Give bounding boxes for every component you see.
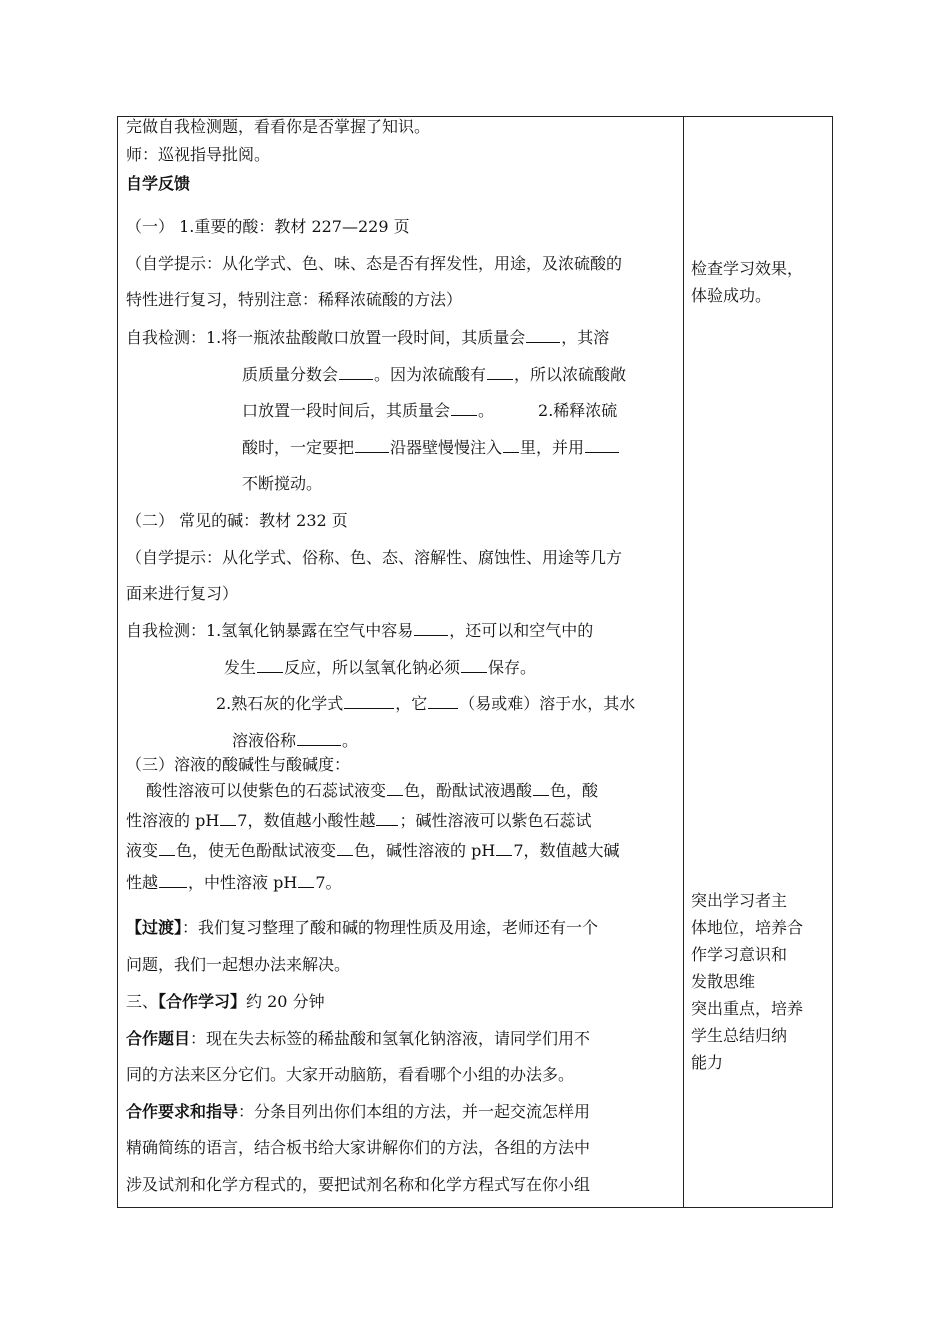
blank[interactable] bbox=[337, 841, 353, 856]
blank[interactable] bbox=[298, 873, 314, 888]
blank[interactable] bbox=[585, 438, 619, 453]
section-3-line-1: 酸性溶液可以使紫色的石蕊试液变 色，酚酞试液遇酸 色，酸 bbox=[146, 781, 599, 800]
coop-heading: 三、【合作学习】约 20 分钟 bbox=[126, 992, 325, 1011]
transition-line-1: 【过渡】：我们复习整理了酸和碱的物理性质及用途，老师还有一个 bbox=[126, 918, 599, 937]
section-2-q1: 自我检测：1.氢氧化钠暴露在空气中容易 ，还可以和空气中的 bbox=[126, 621, 594, 640]
side-note-2 bbox=[691, 887, 831, 1076]
intro-line-2: 师：巡视指导批阅。 bbox=[126, 145, 271, 164]
blank[interactable] bbox=[344, 694, 394, 709]
side-note-line: 作学习意识和 bbox=[691, 945, 788, 964]
blank[interactable] bbox=[428, 694, 458, 709]
blank[interactable] bbox=[355, 438, 389, 453]
section-1-q5: 不断搅动。 bbox=[242, 474, 323, 493]
section-1-hint-1: （自学提示：从化学式、色、味、态是否有挥发性，用途，及浓硫酸的 bbox=[126, 254, 623, 273]
blank[interactable] bbox=[533, 781, 549, 796]
blank[interactable] bbox=[414, 621, 448, 636]
blank[interactable] bbox=[376, 811, 398, 826]
section-3-title: （三）溶液的酸碱性与酸碱度： bbox=[126, 755, 351, 774]
blank[interactable] bbox=[339, 365, 373, 380]
section-2-title: （二） 常见的碱：教材 232 页 bbox=[126, 511, 348, 530]
lesson-table bbox=[117, 116, 833, 1208]
coop-req-line-2: 精确简练的语言，结合板书给大家讲解你们的方法，各组的方法中 bbox=[126, 1138, 591, 1157]
section-3-line-4: 性越 ，中性溶液 pH 7。 bbox=[126, 873, 342, 892]
section-1-q4: 酸时，一定要把 沿器壁慢慢注入 里，并用 bbox=[242, 438, 620, 458]
section-2-q4: 溶液俗称 。 bbox=[232, 731, 359, 750]
section-2-hint-2: 面来进行复习） bbox=[126, 584, 239, 603]
blank[interactable] bbox=[451, 401, 477, 416]
blank[interactable] bbox=[297, 731, 341, 746]
coop-req-line-1: 合作要求和指导：分条目列出你们本组的方法，并一起交流怎样用 bbox=[126, 1102, 591, 1121]
side-note-line: 体地位，培养合 bbox=[691, 918, 804, 937]
blank[interactable] bbox=[257, 658, 283, 673]
intro-line-1: 完做自我检测题，看看你是否掌握了知识。 bbox=[126, 117, 431, 136]
section-2-q3: 2.熟石灰的化学式 ，它 （易或难）溶于水，其水 bbox=[216, 694, 636, 713]
side-note-1 bbox=[691, 255, 831, 309]
blank[interactable] bbox=[159, 841, 175, 856]
side-note-line: 学生总结归纳 bbox=[691, 1026, 788, 1045]
side-note-line: 突出重点，培养 bbox=[691, 999, 804, 1018]
coop-req-line-3: 涉及试剂和化学方程式的，要把试剂名称和化学方程式写在你小组 bbox=[126, 1175, 591, 1194]
blank[interactable] bbox=[461, 658, 487, 673]
section-1-title: （一） 1.重要的酸：教材 227—229 页 bbox=[126, 217, 410, 236]
side-note-line: 发散思维 bbox=[691, 972, 756, 991]
section-1-q2: 质质量分数会 。因为浓硫酸有 ，所以浓硫酸敞 bbox=[242, 365, 627, 384]
section-1-q3: 口放置一段时间后，其质量会 。 2.稀释浓硫 bbox=[242, 401, 618, 420]
transition-line-2: 问题，我们一起想办法来解决。 bbox=[126, 955, 351, 974]
blank[interactable] bbox=[503, 438, 519, 453]
section-2-hint-1: （自学提示：从化学式、俗称、色、态、溶解性、腐蚀性、用途等几方 bbox=[126, 548, 623, 567]
section-2-q2: 发生 反应，所以氢氧化钠必须 保存。 bbox=[224, 658, 537, 677]
blank[interactable] bbox=[220, 811, 236, 826]
blank[interactable] bbox=[487, 365, 513, 380]
side-note-line: 体验成功。 bbox=[691, 286, 772, 305]
blank[interactable] bbox=[496, 841, 512, 856]
section-1-hint-2: 特性进行复习，特别注意：稀释浓硫酸的方法） bbox=[126, 290, 463, 309]
blank[interactable] bbox=[159, 873, 187, 888]
side-note-line: 检查学习效果， bbox=[691, 259, 804, 278]
coop-topic-line-2: 同的方法来区分它们。大家开动脑筋，看看哪个小组的办法多。 bbox=[126, 1065, 575, 1084]
column-divider bbox=[683, 117, 684, 1207]
side-note-line: 突出学习者主 bbox=[691, 891, 788, 910]
blank[interactable] bbox=[387, 781, 403, 796]
blank[interactable] bbox=[526, 328, 560, 343]
section-3-line-3: 液变 色，使无色酚酞试液变 色，碱性溶液的 pH 7，数值越大碱 bbox=[126, 841, 620, 860]
side-note-line: 能力 bbox=[691, 1053, 724, 1072]
coop-topic-line-1: 合作题目：现在失去标签的稀盐酸和氢氧化钠溶液，请同学们用不 bbox=[126, 1029, 591, 1048]
feedback-heading: 自学反馈 bbox=[126, 174, 191, 193]
section-3-line-2: 性溶液的 pH 7，数值越小酸性越 ；碱性溶液可以紫色石蕊试 bbox=[126, 811, 592, 830]
section-1-q1: 自我检测：1.将一瓶浓盐酸敞口放置一段时间，其质量会 ，其溶 bbox=[126, 328, 610, 347]
